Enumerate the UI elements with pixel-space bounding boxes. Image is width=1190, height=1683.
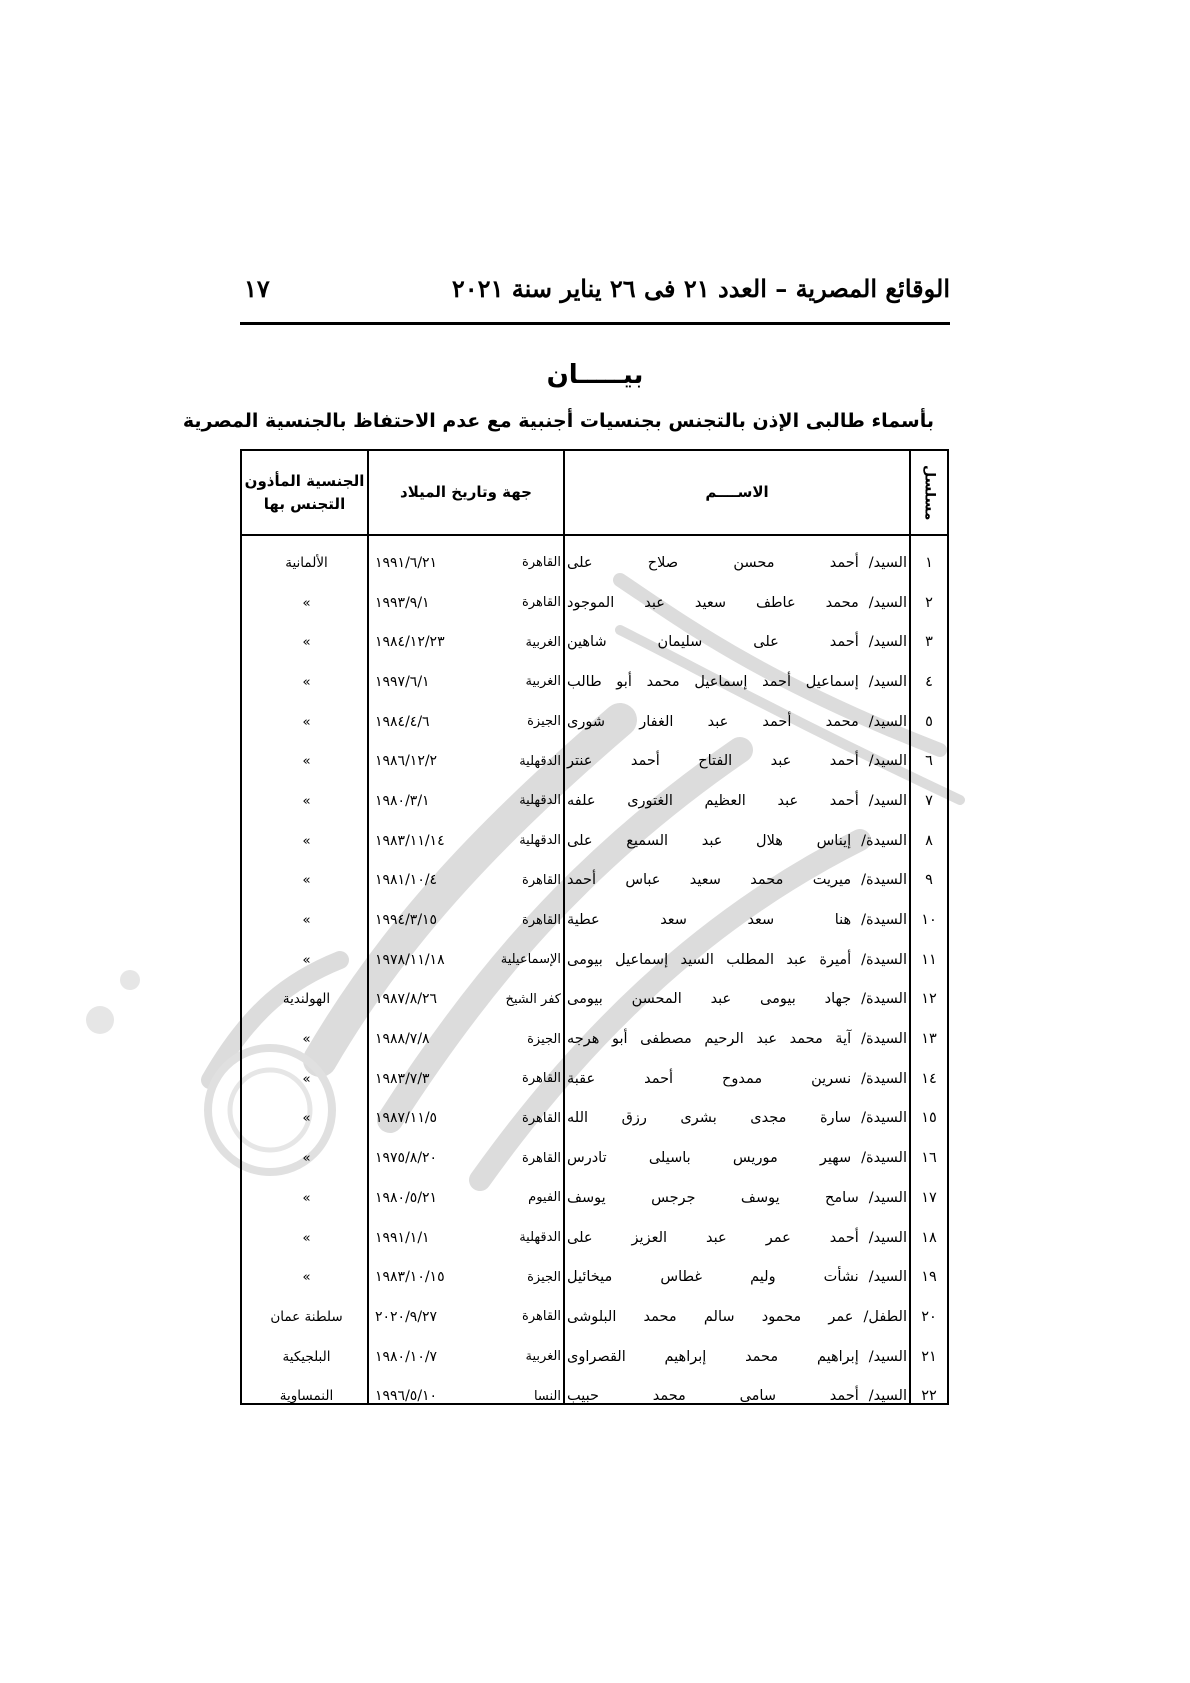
row-birth-cell [375, 702, 561, 742]
row-name: نشأت وليم غطاس ميخائيل [567, 1269, 859, 1286]
row-title: السيد/ [868, 1189, 907, 1206]
row-birth-cell [375, 741, 561, 781]
table-row [242, 1178, 947, 1218]
row-name: آية محمد عبد الرحيم مصطفى أبو هرجه [567, 1031, 852, 1048]
row-name-cell [567, 543, 907, 583]
row-name-cell [567, 1059, 907, 1099]
row-serial: ١٩ [921, 1269, 937, 1286]
row-name: أحمد عبد الفتاح أحمد عنتر [567, 753, 859, 770]
row-name: ميريت محمد سعيد عباس أحمد [567, 872, 852, 889]
row-birth-cell [375, 583, 561, 623]
row-birth-cell [375, 543, 561, 583]
row-serial: ٩ [925, 872, 933, 889]
row-nationality: سلطنة عمان [270, 1308, 343, 1325]
row-nationality: » [302, 673, 311, 690]
row-title: السيد/ [868, 1348, 907, 1365]
table-row [242, 1138, 947, 1178]
row-title: السيد/ [868, 673, 907, 690]
row-name: محمد عاطف سعيد عبد الموجود [567, 594, 859, 611]
row-name-cell [567, 1019, 907, 1059]
row-title: السيدة/ [861, 1070, 907, 1087]
row-birth-place: الدقهلية [519, 833, 561, 849]
row-title: السيد/ [868, 1388, 907, 1405]
row-name: سارة مجدى بشرى رزق الله [567, 1110, 852, 1127]
row-birth-place: النسا [533, 1388, 561, 1404]
row-serial: ١٢ [921, 991, 937, 1008]
row-nationality: الألمانية [285, 554, 328, 571]
row-birth-date: ١٩٩١/١/١ [375, 1229, 430, 1246]
row-name: أميرة عبد المطلب السيد إسماعيل بيومى [567, 951, 852, 968]
row-name: هنا سعد سعد عطية [567, 912, 852, 929]
row-title: السيد/ [868, 753, 907, 770]
row-name: سهير موريس باسيلى تادرس [567, 1150, 852, 1167]
row-birth-cell [375, 1019, 561, 1059]
row-birth-cell [375, 940, 561, 980]
row-nationality: » [302, 1269, 311, 1286]
row-birth-date: ١٩٨٠/١٠/٧ [375, 1348, 438, 1365]
row-title: السيدة/ [861, 872, 907, 889]
row-nationality: » [302, 594, 311, 611]
row-title: السيدة/ [861, 912, 907, 929]
table-row [242, 1376, 947, 1416]
document-subheading: بأسماء طالبى الإذن بالتجنس بجنسيات أجنبية مع عدم الاحتفاظ بالجنسية المصرية [182, 410, 934, 432]
table-row [242, 980, 947, 1020]
row-title: السيدة/ [861, 1150, 907, 1167]
row-birth-place: كفر الشيخ [505, 991, 561, 1007]
row-birth-cell [375, 1178, 561, 1218]
table-row [242, 900, 947, 940]
row-serial: ١٦ [921, 1150, 937, 1167]
row-birth-date: ١٩٨٧/٨/٢٦ [375, 991, 438, 1008]
row-serial: ٦ [925, 753, 933, 770]
row-birth-place: الإسماعيلية [500, 952, 561, 968]
row-title: السيدة/ [861, 991, 907, 1008]
row-name-cell [567, 1297, 907, 1337]
table-row [242, 861, 947, 901]
row-birth-place: القاهرة [522, 555, 561, 571]
row-birth-date: ١٩٨١/١٠/٤ [375, 872, 438, 889]
row-birth-date: ١٩٨٦/١٢/٢ [375, 753, 438, 770]
row-nationality: » [302, 713, 311, 730]
row-name-cell [567, 861, 907, 901]
row-name: إسماعيل أحمد إسماعيل محمد أبو طالب [567, 673, 859, 690]
row-name: أحمد عبد العظيم الغتورى علفه [567, 792, 859, 809]
table-row [242, 741, 947, 781]
table-row [242, 622, 947, 662]
row-nationality: » [302, 832, 311, 849]
row-serial: ١٥ [921, 1110, 937, 1127]
row-serial: ١١ [921, 951, 937, 968]
row-birth-place: الغربية [525, 634, 561, 650]
header-divider [242, 534, 947, 536]
row-birth-place: الغربية [525, 1349, 561, 1365]
table-row [242, 662, 947, 702]
row-birth-cell [375, 1059, 561, 1099]
row-birth-cell [375, 1337, 561, 1377]
row-nationality: النمساوية [279, 1388, 334, 1405]
table-body [242, 543, 947, 1416]
row-nationality: » [302, 872, 311, 889]
row-birth-date: ١٩٩٣/٩/١ [375, 594, 430, 611]
row-birth-date: ١٩٨٣/١١/١٤ [375, 832, 445, 849]
row-title: السيد/ [868, 634, 907, 651]
row-name: أحمد عمر عبد العزيز على [567, 1229, 859, 1246]
row-birth-cell [375, 781, 561, 821]
row-serial: ١٤ [921, 1070, 937, 1087]
row-serial: ١٨ [921, 1229, 937, 1246]
row-nationality: » [302, 1070, 311, 1087]
table-row [242, 702, 947, 742]
row-name-cell [567, 1099, 907, 1139]
row-nationality: » [302, 792, 311, 809]
row-serial: ٤ [925, 673, 933, 690]
row-birth-place: الدقهلية [519, 753, 561, 769]
header-serial: مسلسل [921, 464, 938, 521]
row-name-cell [567, 980, 907, 1020]
table-row [242, 781, 947, 821]
table-row [242, 1059, 947, 1099]
row-name-cell [567, 622, 907, 662]
row-birth-place: القاهرة [522, 912, 561, 928]
row-nationality: » [302, 1189, 311, 1206]
row-serial: ٥ [925, 713, 933, 730]
row-birth-place: القاهرة [522, 1309, 561, 1325]
row-birth-date: ١٩٨٤/٤/٦ [375, 713, 430, 730]
row-title: السيد/ [868, 554, 907, 571]
row-name-cell [567, 940, 907, 980]
row-name-cell [567, 1138, 907, 1178]
row-nationality: » [302, 1150, 311, 1167]
row-name-cell [567, 1218, 907, 1258]
row-birth-place: الجيزة [527, 1269, 561, 1285]
row-title: السيدة/ [861, 951, 907, 968]
row-birth-date: ١٩٩١/٦/٢١ [375, 554, 438, 571]
row-serial: ١٣ [921, 1031, 937, 1048]
row-name: إيناس هلال عبد السميع على [567, 832, 852, 849]
row-serial: ٨ [925, 832, 933, 849]
row-birth-place: الفيوم [528, 1190, 561, 1206]
row-birth-cell [375, 1099, 561, 1139]
row-title: السيدة/ [861, 1031, 907, 1048]
row-serial: ١٧ [921, 1189, 937, 1206]
row-nationality: » [302, 1229, 311, 1246]
row-name-cell [567, 1257, 907, 1297]
row-birth-place: القاهرة [522, 1071, 561, 1087]
header-birth: جهة وتاريخ الميلاد [400, 483, 532, 502]
row-name: عمر محمود سالم محمد البلوشى [567, 1308, 854, 1325]
row-birth-place: الجيزة [527, 714, 561, 730]
row-birth-date: ١٩٨٨/٧/٨ [375, 1031, 430, 1048]
row-birth-cell [375, 821, 561, 861]
row-name: محمد أحمد عبد الغفار شورى [567, 713, 859, 730]
row-birth-date: ١٩٨٠/٣/١ [375, 792, 430, 809]
row-birth-date: ١٩٨٧/١١/٥ [375, 1110, 438, 1127]
row-serial: ٢١ [921, 1348, 937, 1365]
row-serial: ١٠ [921, 912, 937, 929]
row-birth-date: ١٩٩٦/٥/١٠ [375, 1388, 438, 1405]
row-birth-cell [375, 662, 561, 702]
row-nationality: » [302, 753, 311, 770]
row-title: السيد/ [868, 594, 907, 611]
table-row [242, 583, 947, 623]
row-serial: ٢ [925, 594, 933, 611]
row-nationality: البلجيكية [282, 1348, 331, 1365]
row-name: جهاد بيومى عبد المحسن بيومى [567, 991, 852, 1008]
row-name: إبراهيم محمد إبراهيم القصراوى [567, 1348, 859, 1365]
row-name-cell [567, 1337, 907, 1377]
row-serial: ٢٢ [921, 1388, 937, 1405]
row-birth-date: ١٩٨٣/٧/٣ [375, 1070, 430, 1087]
row-birth-date: ١٩٧٥/٨/٢٠ [375, 1150, 438, 1167]
row-nationality: » [302, 912, 311, 929]
row-name-cell [567, 583, 907, 623]
table-row [242, 1099, 947, 1139]
gazette-title: الوقائع المصرية – العدد ٢١ فى ٢٦ يناير سنة ٢٠٢١ [451, 274, 950, 303]
table-row [242, 940, 947, 980]
row-name-cell [567, 662, 907, 702]
row-birth-date: ١٩٨٠/٥/٢١ [375, 1189, 438, 1206]
header-name: الاســــم [705, 483, 769, 502]
row-title: السيد/ [868, 713, 907, 730]
row-birth-cell [375, 1138, 561, 1178]
row-serial: ٧ [925, 792, 933, 809]
row-birth-cell [375, 1218, 561, 1258]
row-serial: ٢٠ [921, 1308, 937, 1325]
row-birth-date: ١٩٩٧/٦/١ [375, 673, 430, 690]
row-birth-cell [375, 980, 561, 1020]
row-name-cell [567, 821, 907, 861]
row-birth-cell [375, 1297, 561, 1337]
row-name-cell [567, 1178, 907, 1218]
page-number: ١٧ [244, 274, 270, 303]
row-nationality: » [302, 951, 311, 968]
row-name: أحمد سامى محمد حبيب [567, 1388, 859, 1405]
applicants-table [240, 449, 949, 1405]
row-serial: ٣ [925, 634, 933, 651]
row-name: أحمد محسن صلاح على [567, 554, 859, 571]
row-name-cell [567, 1376, 907, 1416]
row-birth-cell [375, 1376, 561, 1416]
row-nationality: الهولندية [282, 991, 331, 1008]
table-row [242, 1337, 947, 1377]
row-birth-place: الغربية [525, 674, 561, 690]
row-nationality: » [302, 634, 311, 651]
row-birth-date: ٢٠٢٠/٩/٢٧ [375, 1308, 438, 1325]
row-title: السيد/ [868, 1229, 907, 1246]
page-header [240, 272, 950, 325]
row-title: الطفل/ [863, 1308, 907, 1325]
row-name: نسرين ممدوح أحمد عقبة [567, 1070, 852, 1087]
row-name: سامح يوسف جرجس يوسف [567, 1189, 859, 1206]
row-birth-place: القاهرة [522, 1110, 561, 1126]
row-birth-date: ١٩٩٤/٣/١٥ [375, 912, 438, 929]
document-heading: بيـــــان [546, 360, 644, 390]
row-title: السيد/ [868, 1269, 907, 1286]
table-row [242, 1019, 947, 1059]
row-name-cell [567, 781, 907, 821]
row-name-cell [567, 741, 907, 781]
table-row [242, 1257, 947, 1297]
row-nationality: » [302, 1110, 311, 1127]
row-name-cell [567, 900, 907, 940]
row-birth-place: القاهرة [522, 1150, 561, 1166]
row-serial: ١ [925, 554, 933, 571]
row-name: أحمد على سليمان شاهين [567, 634, 859, 651]
table-row [242, 1297, 947, 1337]
row-title: السيدة/ [861, 1110, 907, 1127]
row-birth-cell [375, 1257, 561, 1297]
table-row [242, 543, 947, 583]
row-birth-place: القاهرة [522, 872, 561, 888]
row-title: السيد/ [868, 792, 907, 809]
row-birth-place: الدقهلية [519, 1230, 561, 1246]
row-birth-cell [375, 900, 561, 940]
row-nationality: » [302, 1031, 311, 1048]
row-birth-cell [375, 622, 561, 662]
table-row [242, 1218, 947, 1258]
table-row [242, 821, 947, 861]
row-birth-date: ١٩٨٤/١٢/٢٣ [375, 634, 445, 651]
row-birth-place: الجيزة [527, 1031, 561, 1047]
header-nationality: الجنسية المأذون التجنس بها [244, 472, 365, 513]
row-name-cell [567, 702, 907, 742]
row-title: السيدة/ [861, 832, 907, 849]
row-birth-place: الدقهلية [519, 793, 561, 809]
row-birth-date: ١٩٧٨/١١/١٨ [375, 951, 445, 968]
row-birth-place: القاهرة [522, 595, 561, 611]
row-birth-date: ١٩٨٣/١٠/١٥ [375, 1269, 445, 1286]
row-birth-cell [375, 861, 561, 901]
